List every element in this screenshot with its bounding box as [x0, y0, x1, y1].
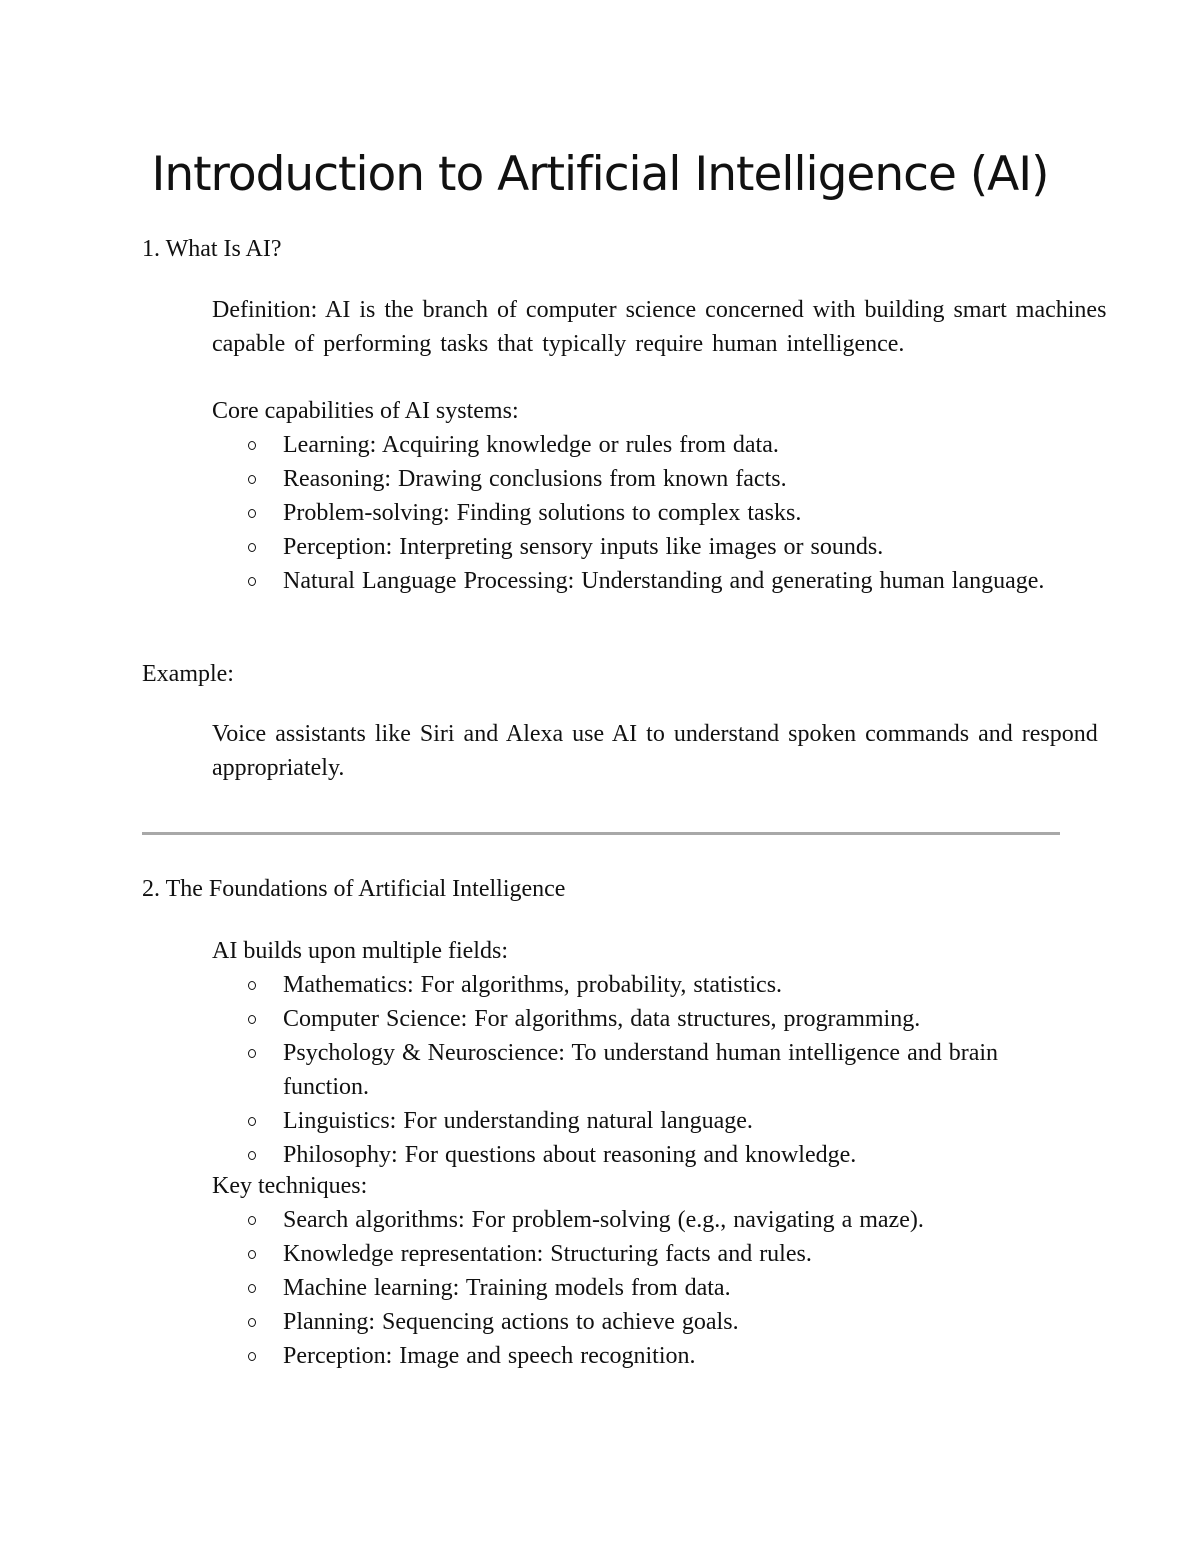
list-item: Problem-solving: Finding solutions to complex tasks.: [212, 496, 1112, 530]
list-item: Knowledge representation: Structuring facts and rules.: [212, 1237, 1112, 1271]
circle-bullet-icon: [248, 441, 256, 450]
list-item: Psychology & Neuroscience: To understand human intelligence and brain function.: [212, 1036, 1112, 1104]
list-item: Learning: Acquiring knowledge or rules from data.: [212, 428, 1112, 462]
circle-bullet-icon: [248, 1250, 256, 1259]
circle-bullet-icon: [248, 543, 256, 552]
circle-bullet-icon: [248, 1049, 256, 1058]
section-1-heading: 1. What Is AI?: [142, 236, 282, 262]
circle-bullet-icon: [248, 509, 256, 518]
capabilities-list: [212, 428, 1112, 598]
page-title: Introduction to Artificial Intelligence (AI): [151, 147, 1049, 202]
circle-bullet-icon: [248, 1117, 256, 1126]
circle-bullet-icon: [248, 981, 256, 990]
fields-label: AI builds upon multiple fields:: [212, 938, 508, 964]
list-item: Planning: Sequencing actions to achieve goals.: [212, 1305, 1112, 1339]
section-divider: [142, 832, 1060, 835]
techniques-label: Key techniques:: [212, 1173, 368, 1199]
circle-bullet-icon: [248, 475, 256, 484]
definition-paragraph: Definition: AI is the branch of computer science concerned with building smart machines capable of performing tasks that typically require human intelligence.: [212, 297, 1107, 357]
list-item: Mathematics: For algorithms, probability, statistics.: [212, 968, 1112, 1002]
circle-bullet-icon: [248, 1318, 256, 1327]
list-item: Machine learning: Training models from data.: [212, 1271, 1112, 1305]
example-label: Example:: [142, 661, 234, 687]
circle-bullet-icon: [248, 1151, 256, 1160]
capabilities-label: Core capabilities of AI systems:: [212, 398, 519, 424]
example-paragraph: Voice assistants like Siri and Alexa use AI to understand spoken commands and respond appropriately.: [212, 721, 1098, 781]
techniques-list: [212, 1203, 1112, 1373]
circle-bullet-icon: [248, 1284, 256, 1293]
list-item: Perception: Image and speech recognition.: [212, 1339, 1112, 1373]
list-item: Perception: Interpreting sensory inputs like images or sounds.: [212, 530, 1112, 564]
list-item: Linguistics: For understanding natural language.: [212, 1104, 1112, 1138]
list-item: Search algorithms: For problem-solving (e.g., navigating a maze).: [212, 1203, 1112, 1237]
list-item: Philosophy: For questions about reasoning and knowledge.: [212, 1138, 1112, 1172]
circle-bullet-icon: [248, 577, 256, 586]
list-item: Reasoning: Drawing conclusions from known facts.: [212, 462, 1112, 496]
circle-bullet-icon: [248, 1015, 256, 1024]
list-item: Computer Science: For algorithms, data structures, programming.: [212, 1002, 1112, 1036]
circle-bullet-icon: [248, 1352, 256, 1361]
list-item: Natural Language Processing: Understanding and generating human language.: [212, 564, 1112, 598]
fields-list: [212, 968, 1112, 1172]
section-2-heading: 2. The Foundations of Artificial Intelligence: [142, 876, 566, 902]
circle-bullet-icon: [248, 1216, 256, 1225]
